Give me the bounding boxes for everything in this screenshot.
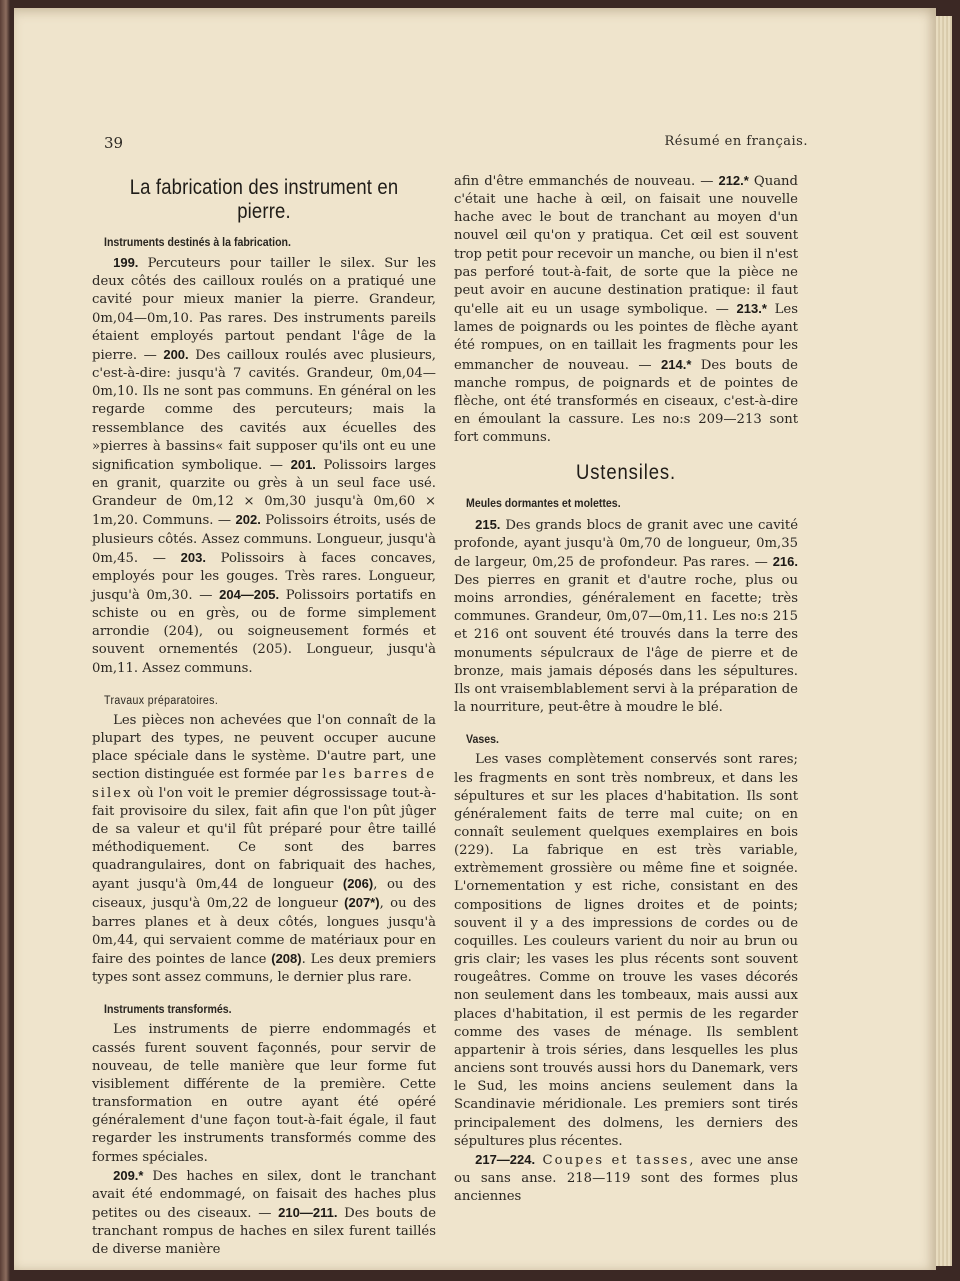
left-column: [92, 172, 436, 1259]
entry-number: 216.: [772, 553, 798, 569]
text: Des grands blocs de granit avec une cavité profonde, ayant jusqu'à 0m,70 de longueur, 0m,35 de largeur, 0m,25 de profondeur. Pas rares. —: [454, 517, 798, 570]
entry-number: (206): [342, 876, 374, 892]
paragraph-215-216: [454, 516, 798, 718]
entry-number: 199.: [113, 255, 139, 271]
entry-number: (207*): [344, 895, 380, 911]
text: Des haches en silex, dont le tranchant avait été endommagé, on faisait des haches plus petites ou des ciseaux. —: [92, 1168, 436, 1221]
running-title: Résumé en français.: [664, 134, 808, 149]
entry-number: 200.: [163, 346, 189, 362]
entry-text: Polissoirs à faces concaves, employés pour les gouges. Très rares. Longueur, jusqu'à 0m,30. —: [92, 550, 436, 603]
section-title-fabrication: La fabrication des instrument en pierre.: [129, 176, 399, 223]
entry-text: Polissoirs portatifs en schiste ou en grès, ou de forme simplement arrondie (204), ou soigneusement formés et souvent ornementés (205). Longueur, jusqu'à 0m,11. Assez communs.: [92, 587, 436, 676]
paragraph-217-224: [454, 1151, 798, 1206]
subheading-travaux-preparatoires: Travaux préparatoires.: [104, 694, 219, 707]
paragraph-212-214: [454, 172, 798, 447]
entry-number: 204—205.: [219, 586, 280, 602]
entry-number: 202.: [235, 512, 261, 528]
text: Des pierres en granit et d'autre roche, plus ou moins arrondies, généralement en facette; très communes. Grandeur, 0m,07—0m,11. Les no:s 215 et 216 ont souvent été trouvés dans la terre des monuments sépulcraux de l'âge de pierre et de bronze, mais jamais déposés dans les sépultures. Ils ont vraisemblablement servi à la préparation de la nourriture, peut-être à moudre le blé.: [454, 572, 798, 716]
page-number: 39: [104, 134, 124, 152]
subheading-meules: Meules dormantes et molettes.: [466, 498, 621, 511]
subheading-instruments-transformes: Instruments transformés.: [104, 1004, 232, 1017]
entry-number: 213.*: [736, 301, 767, 317]
text: , ou des barres planes et à deux côtés, longues jusqu'à 0m,44, qui servaient comme de matériaux pour en faire des pointes de lance: [92, 896, 436, 967]
text: Les lames de poignards ou les pointes de flèche ayant été rompues, on en taillait les fragments pour les emmancher de nouveau. —: [454, 302, 798, 373]
text: afin d'être emmanchés de nouveau. —: [454, 174, 719, 189]
entry-number: 217—224.: [475, 1151, 536, 1167]
entry-number: 214.*: [661, 356, 692, 372]
entry-number: 209.*: [113, 1167, 144, 1183]
text: , ou des ciseaux, jusqu'à 0m,22 de longueur: [92, 877, 436, 912]
text: où l'on voit le premier dégrossissage tout-à-fait provisoire du silex, fait afin que l'on pût jûger de sa valeur et qu'il fût préparé pour être taillé méthodiquement. Ce sont des barres quadrangulaires, dont on fabriquait des haches, ayant jusqu'à 0m,44 de longueur: [92, 785, 436, 893]
text: Des bouts de manche rompus, de poignards et de pointes de flèche, ont été transformés en ciseaux, c'est-à-dire en émoulant la cassure. Les no:s 209—213 sont fort communs.: [454, 357, 798, 446]
paragraph-209-211: [92, 1167, 436, 1260]
text: . Les deux premiers types sont assez communs, le dernier plus rare.: [92, 951, 436, 986]
text: Les pièces non achevées que l'on connaît de la plupart des types, ne peuvent occuper aucune place spéciale dans le système. D'autre part, une section distinguée est formée par: [92, 712, 436, 783]
section-title-ustensiles: Ustensiles.: [575, 461, 677, 485]
entry-number: (208): [271, 950, 302, 966]
text: Quand c'était une hache à œil, on faisait une nouvelle hache avec le bout de tranchant au moyen d'un nouvel œil qu'on y pratiqua. Cet œil est souvent trop petit pour recevoir un manche, ou bien il n'est pas perforé tout-à-fait, de sorte que la pièce ne peut avoir en aucune destination pratique: il faut qu'elle ait eu un usage symbolique. —: [454, 174, 798, 318]
text: Des bouts de tranchant rompus de haches en silex furent taillés de diverse manière: [92, 1205, 436, 1258]
entry-number: 201.: [290, 456, 316, 472]
entry-number: 212.*: [718, 173, 749, 188]
entry-number: 210—211.: [278, 1204, 338, 1220]
page-edge-stack: [936, 16, 952, 1266]
spaced-text: les barres de silex: [92, 767, 436, 801]
entry-number: 203.: [180, 549, 206, 565]
entry-number: 215.: [475, 516, 501, 532]
entry-text: Percuteurs pour tailler le silex. Sur les deux côtés des cailloux roulés on a pratiqué une cavité pour mieux manier la pierre. Grandeur, 0m,04—0m,10. Pas rares. Des instruments pareils étaient employés partout pendant l'âge de la pierre. —: [92, 256, 436, 363]
entry-text: Des cailloux roulés avec plusieurs, c'est-à-dire: jusqu'à 7 cavités. Grandeur, 0m,04—0m,10. Ils ne sont pas communs. En général on les regarde comme des percuteurs; mais la ressemblance des cavités aux écuelles des »pierres à bassins« fait supposer qu'ils ont eu une signification symbolique. —: [92, 347, 437, 473]
subheading-vases: Vases.: [466, 734, 499, 747]
paragraph-199-205: [92, 254, 436, 678]
subheading-instruments-fabrication: Instruments destinés à la fabrication.: [104, 237, 291, 249]
entry-text: Polissoirs étroits, usés de plusieurs côtés. Assez communs. Longueur, jusqu'à 0m,45. —: [92, 513, 436, 566]
text: avec une anse ou sans anse. 218—119 sont des formes plus anciennes: [454, 1152, 798, 1205]
paragraph-vases: Les vases complètement conservés sont rares; les fragments en sont très nombreux, et dans les sépultures et sur les places d'habitation. Ils sont généralement faits de terre mal cuite; on en connaît seulement quelques exemplaires en bois (229). La fabrique en est très variable, extrèmement grossière ou même fine et soignée. L'ornementation y est riche, consistant en des compositions de lignes droites et de points; souvent il y a des impressions de cordes ou de coquilles. Les couleurs varient du noir au brun ou gris clair; les vases les plus récents sont souvent rougeâtres. Comme on trouve les vases décorés non seulement dans les tombeaux, mais aussi aux places d'habitation, il est permis de les regarder comme des vases de ménage. Ils semblent appartenir à trois séries, dans lesquelles les plus anciens sont trouvés aussi hors du Danemark, vers le Sud, les moins anciens seulement dans la Scandinavie méridionale. Les premiers sont tirés principalement des dolmens, les derniers des sépultures plus récentes.: [454, 752, 798, 1149]
paragraph-transformes: Les instruments de pierre endommagés et cassés furent souvent façonnés, pour servir de nouveau, de telle manière que leur forme fut visiblement différente de la première. Cette transformation en outre ayant été opéré généralement d'une façon tout-à-fait égale, il faut regarder les instruments transformés comme des formes spéciales.: [92, 1022, 436, 1165]
paragraph-travaux: [92, 712, 436, 987]
spaced-text: Coupes et tasses,: [535, 1152, 696, 1168]
right-column: [454, 172, 798, 1206]
entry-text: Polissoirs larges en granit, quarzite ou grès à un seul face usé. Grandeur de 0m,12 × 0m,30 jusqu'à 0m,60 × 1m,20. Communs. —: [92, 457, 436, 529]
